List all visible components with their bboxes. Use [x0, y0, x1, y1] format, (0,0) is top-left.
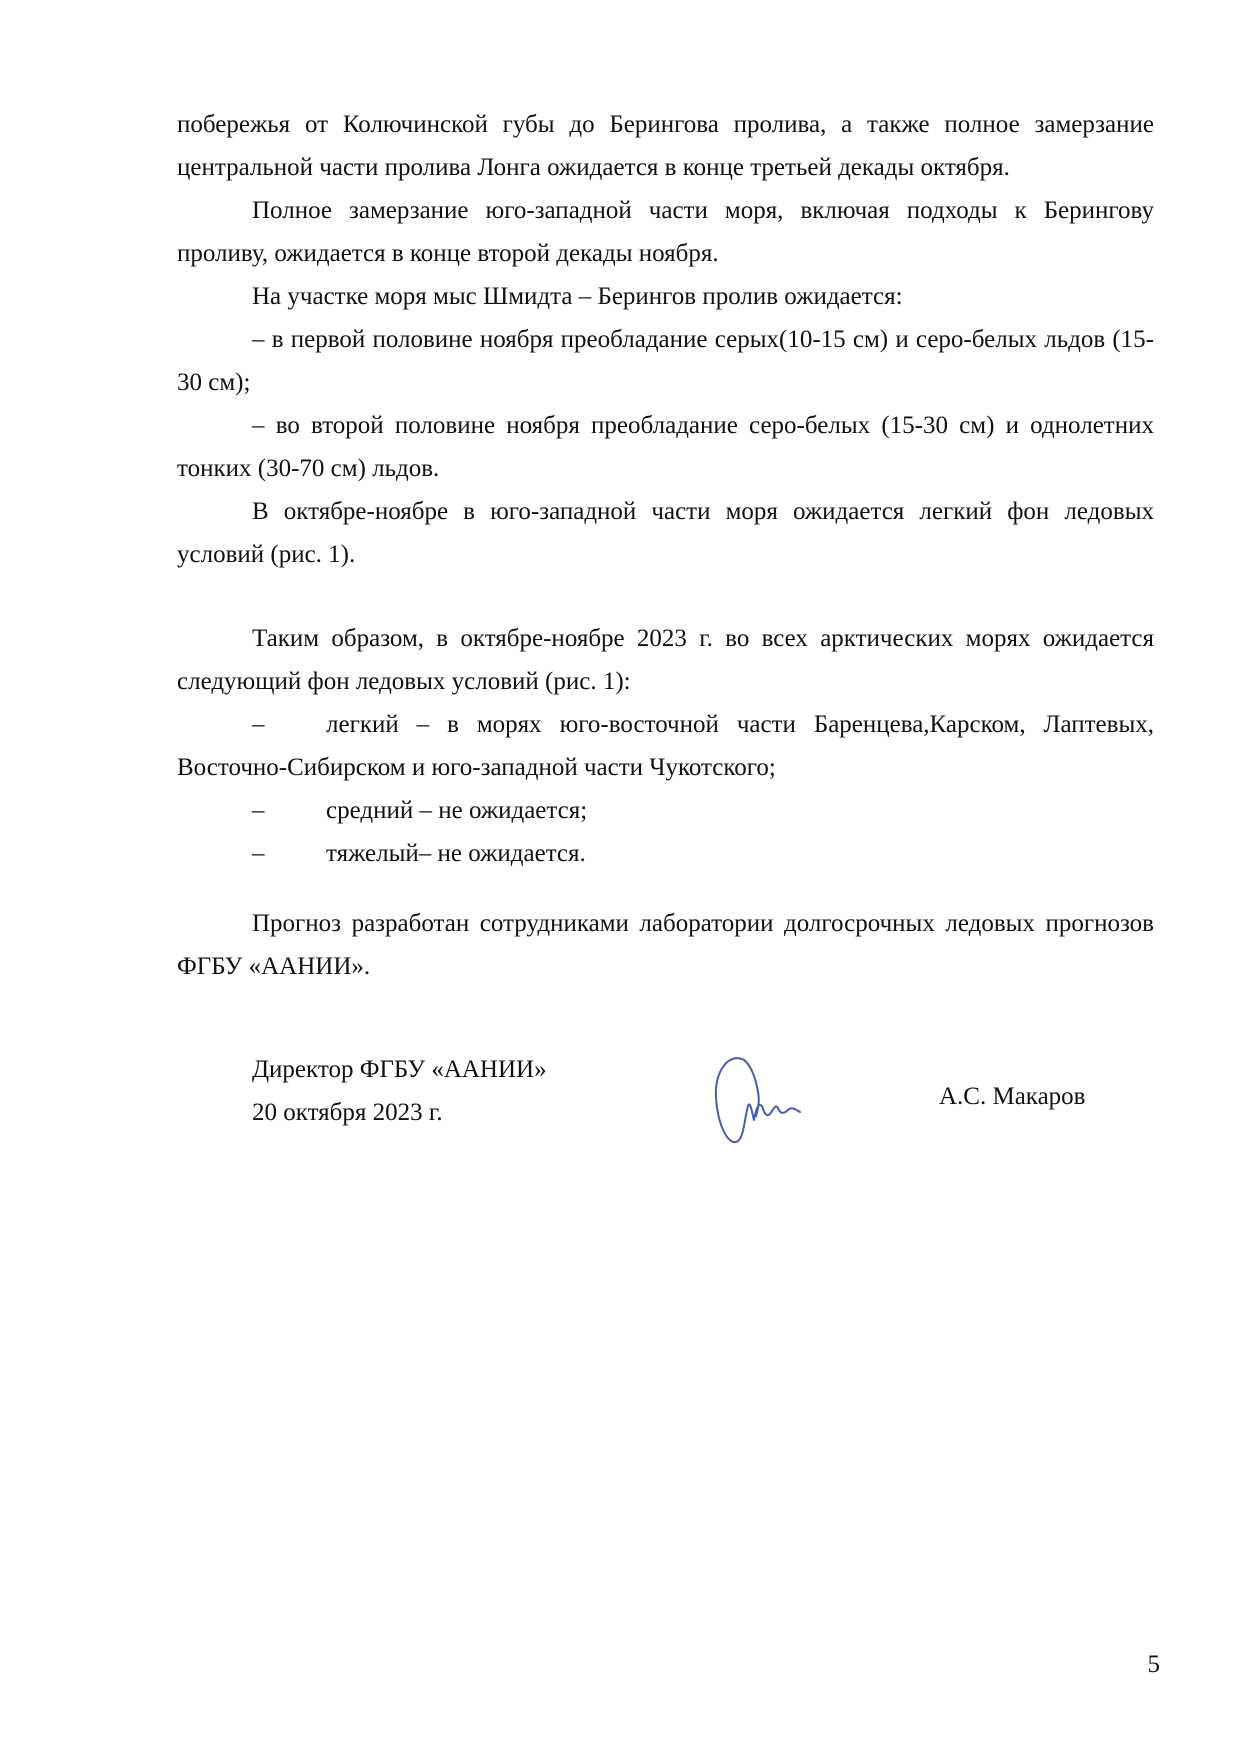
paragraph-light-background: В октябре-ноябре в юго-западной части моря ожидается легкий фон ледовых условий (рис. 1). — [177, 498, 1154, 568]
list-marker: – — [252, 711, 265, 738]
spacer — [177, 875, 1154, 902]
paragraph-closing: Прогноз разработан сотрудниками лаборатории долгосрочных ледовых прогнозов ФГБУ «ААНИИ». — [177, 910, 1154, 980]
paragraph-freeze-southwest: Полное замерзание юго-западной части моря, включая подходы к Берингову проливу, ожидается в конце второй декады ноября. — [177, 197, 1154, 267]
signature-block — [0, 1040, 1240, 1170]
list-marker: – — [252, 840, 265, 867]
signature-date: 20 октября 2023 г. — [252, 1099, 443, 1126]
page-number: 5 — [1147, 1651, 1160, 1678]
list-item-light — [177, 703, 1154, 789]
handwritten-signature — [700, 1040, 820, 1150]
paragraph-second-half-november: – во второй половине ноября преобладание серо-белых (15-30 см) и однолетних тонких (30-70 см) льдов. — [177, 412, 1154, 482]
list-marker: – — [252, 797, 265, 824]
list-item-text: легкий – в морях юго-восточной части Баренцева,Карском, Лаптевых, Восточно-Сибирском и юго-западной части Чукотского; — [177, 711, 1154, 781]
list-item-heavy — [177, 832, 1154, 875]
list-item-text: средний – не ожидается; — [326, 797, 588, 824]
paragraph-first-half-november: – в первой половине ноября преобладание серых(10-15 см) и серо-белых льдов (15-30 см); — [177, 326, 1154, 396]
paragraph-schmidt-bering: На участке моря мыс Шмидта – Берингов пролив ожидается: — [252, 283, 903, 310]
document-body — [177, 103, 1154, 988]
spacer — [177, 576, 1154, 617]
paragraph-freeze-coast: побережья от Колючинской губы до Берингова пролива, а также полное замерзание центральной части пролива Лонга ожидается в конце третьей декады октября. — [177, 111, 1154, 181]
list-item-text: тяжелый– не ожидается. — [326, 840, 586, 867]
signatory-name: А.С. Макаров — [939, 1083, 1086, 1110]
signature-stroke — [716, 1058, 800, 1142]
list-item-medium — [177, 789, 1154, 832]
signatory-title: Директор ФГБУ «ААНИИ» — [252, 1056, 547, 1083]
paragraph-summary-intro: Таким образом, в октябре-ноябре 2023 г. во всех арктических морях ожидается следующий фон ледовых условий (рис. 1): — [177, 625, 1154, 695]
